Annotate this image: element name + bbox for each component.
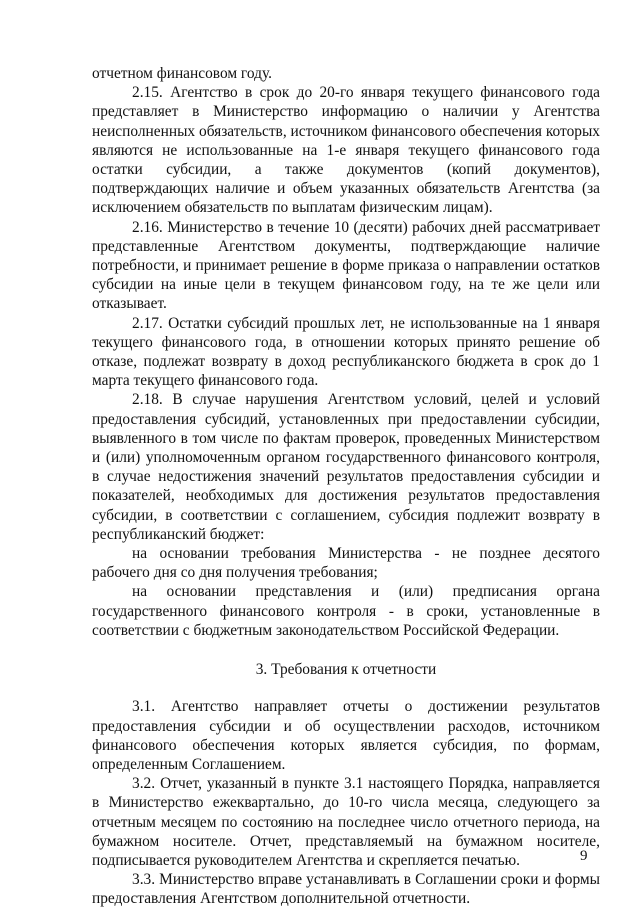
document-page: [92, 64, 600, 909]
page-number: 9: [580, 848, 588, 864]
paragraph-3-3: 3.3. Министерство вправе устанавливать в Соглашении сроки и формы предоставления Агентством дополнительной отчетности.: [92, 871, 600, 908]
paragraph-2-18-control: на основании представления и (или) предписания органа государственного финансового контроля - в сроки, установленные в соответствии с бюджетным законодательством Российской Федерации.: [92, 583, 600, 639]
paragraph-continuation: отчетном финансовом году.: [92, 65, 272, 82]
paragraph-3-1: 3.1. Агентство направляет отчеты о достижении результатов предоставления субсидии и об осуществлении расходов, источником финансового обеспечения которых является субсидия, по формам, определенным Соглашением.: [92, 698, 600, 773]
paragraph-2-17: 2.17. Остатки субсидий прошлых лет, не использованные на 1 января текущего финансового года, в отношении которых принято решение об отказе, подлежат возврату в доход республиканского бюджета в срок до 1 марта текущего финансового года.: [92, 314, 600, 390]
paragraph-2-18: 2.18. В случае нарушения Агентством условий, целей и условий предоставления субсидий, установленных при предоставлении субсидии, выявленного в том числе по фактам проверок, проведенных Министерством и (или) уполномоченным органом государственного финансового контроля, в случае недостижения значений результатов предоставления субсидии и показателей, необходимых для достижения результатов предоставления субсидии, в соответствии с соглашением, субсидия подлежит возврату в республиканский бюджет:: [92, 391, 600, 543]
paragraph-2-18-requirement: на основании требования Министерства - не позднее десятого рабочего дня со дня получения требования;: [92, 545, 600, 582]
paragraph-2-16: 2.16. Министерство в течение 10 (десяти) рабочих дней рассматривает представленные Агентством документы, подтверждающие наличие потребности, и принимает решение в форме приказа о направлении остатков субсидии на иные цели в текущем финансовом году, на те же цели или отказывает.: [92, 218, 600, 313]
paragraph-2-15: 2.15. Агентство в срок до 20-го января текущего финансового года представляет в Министерство информацию о наличии у Агентства неисполненных обязательств, источником финансового обеспечения которых являются не использованные на 1-е января текущего финансового года остатки субсидии, а также документов (копий документов), подтверждающих наличие и объем указанных обязательств Агентства (за исключением обязательств по выплатам физическим лицам).: [92, 84, 600, 217]
paragraph-3-2: 3.2. Отчет, указанный в пункте 3.1 настоящего Порядка, направляется в Министерство ежеквартально, до 10-го числа месяца, следующего за отчетным месяцем по состоянию на последнее число отчетного периода, на бумажном носителе. Отчет, представляемый на бумажном носителе, подписывается руководителем Агентства и скрепляется печатью.: [92, 775, 600, 869]
section-heading: 3. Требования к отчетности: [255, 661, 437, 679]
